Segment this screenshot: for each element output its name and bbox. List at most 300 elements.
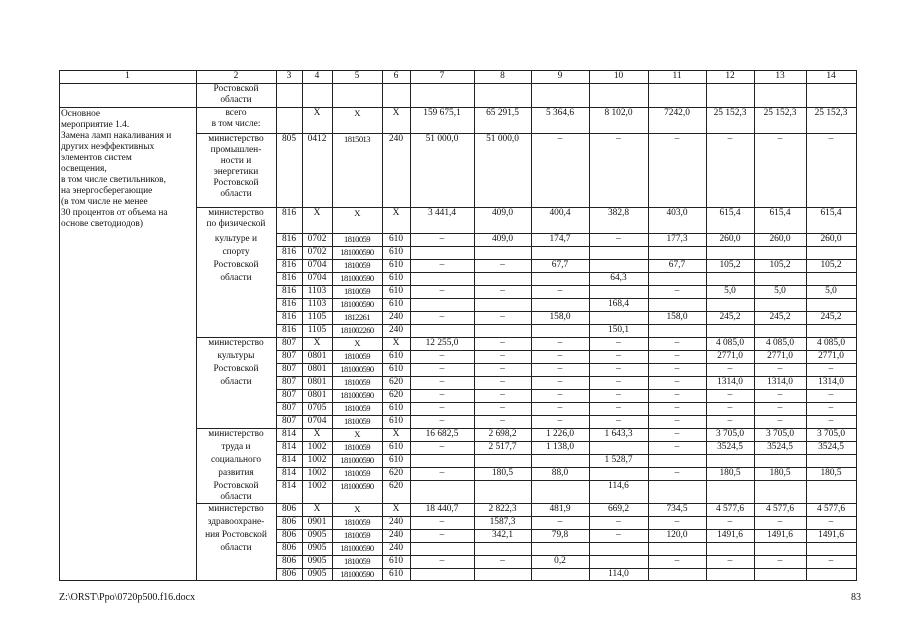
cell-r24-c6: 240 xyxy=(388,517,404,527)
main-activity-line-6: в том числе светильников, xyxy=(61,175,166,185)
cell-r11-c14: 4 085,0 xyxy=(816,338,846,348)
cell-r6-c2: области xyxy=(220,273,252,283)
cell-r15-c11: – xyxy=(674,390,680,400)
cell-r27-c7: – xyxy=(439,556,445,566)
cell-r5-c3: 816 xyxy=(281,260,297,270)
cell-r15-c8: – xyxy=(500,390,505,400)
cell-r23-c11: 734,5 xyxy=(666,504,688,514)
cell-r8-c3: 816 xyxy=(281,299,297,309)
cell-r3-c2: культуре и xyxy=(214,234,258,244)
cell-r9-c6: 240 xyxy=(388,312,404,322)
cell-r16-c8: – xyxy=(500,403,505,413)
cell-r14-c11: – xyxy=(674,377,680,387)
cell-r24-c2: здравоохране- xyxy=(207,517,265,527)
cell-r11-c5: Х xyxy=(354,338,360,348)
cell-r0-c8: 65 291,5 xyxy=(486,108,519,118)
cell-r25-c10: – xyxy=(616,530,621,540)
cell-r6-c4: 0704 xyxy=(307,273,327,283)
cell-r15-c4: 0801 xyxy=(307,390,327,400)
cell-r27-c9: 0,2 xyxy=(554,556,566,566)
cell-r1-c5: 1815013 xyxy=(344,134,370,144)
cell-r8-c4: 1103 xyxy=(307,299,327,309)
cell-r13-c11: – xyxy=(674,364,680,374)
cell-r2-c9: 400,4 xyxy=(549,208,571,218)
cell-r24-c11: – xyxy=(674,517,680,527)
cell-r21-c8: 180,5 xyxy=(491,468,514,478)
cell-r11-c2: министерство xyxy=(208,338,264,348)
cell-r16-c3: 807 xyxy=(281,403,297,413)
cell-r17-c11: – xyxy=(674,416,680,426)
cell-r24-c4: 0901 xyxy=(307,517,327,527)
cell-r19-c14: 3524,5 xyxy=(818,442,844,452)
cell-r17-c6: 610 xyxy=(388,416,404,426)
cell-r3-c6: 610 xyxy=(388,234,404,244)
cell-r24-c8: 1587,3 xyxy=(489,517,516,527)
cell-r6-c5: 181000590 xyxy=(340,273,374,283)
cell-r19-c8: 2 517,7 xyxy=(488,442,517,452)
cell-r3-c10: – xyxy=(616,234,621,244)
cell-r16-c10: – xyxy=(616,403,621,413)
main-activity-line-1: мероприятие 1.4. xyxy=(61,120,130,130)
cell-r12-c2: культуры xyxy=(217,351,255,361)
cell-r15-c6: 620 xyxy=(388,390,404,400)
cell-r3-c3: 816 xyxy=(281,234,297,244)
cell-r9-c9: 158,0 xyxy=(549,312,571,322)
cell-r18-c9: 1 226,0 xyxy=(545,429,575,439)
cell-r12-c4: 0801 xyxy=(307,351,327,361)
cell-r25-c5: 1810059 xyxy=(344,530,370,540)
column-header-2: 2 xyxy=(233,71,239,81)
main-activity-line-4: элементов систем xyxy=(61,153,132,163)
cell-r18-c12: 3 705,0 xyxy=(715,429,745,439)
cell-r6-c10: 64,3 xyxy=(610,273,627,283)
cell-r12-c9: – xyxy=(557,351,563,361)
cell-r1-c9: – xyxy=(557,134,563,144)
cell-r15-c13: – xyxy=(777,390,783,400)
cell-r2-c6: Х xyxy=(392,208,400,218)
cell-r7-c6: 610 xyxy=(388,286,404,296)
cell-r23-c10: 669,2 xyxy=(607,504,630,514)
cell-r14-c3: 807 xyxy=(281,377,297,387)
cell-r18-c11: – xyxy=(674,429,680,439)
cell-r8-c6: 610 xyxy=(388,299,404,309)
cell-r16-c6: 610 xyxy=(388,403,404,413)
cell-r9-c4: 1105 xyxy=(307,312,327,322)
column-header-6: 6 xyxy=(393,71,399,81)
cell-r21-c11: – xyxy=(674,468,680,478)
cell-r28-c3: 806 xyxy=(281,569,297,579)
cell-r19-c11: – xyxy=(674,442,680,452)
cell-r25-c13: 1491,6 xyxy=(767,530,793,540)
cell-r28-c10: 114,0 xyxy=(608,569,629,579)
cell-r12-c10: – xyxy=(616,351,621,361)
cell-r2-c12: 615,4 xyxy=(719,208,741,218)
cell-r11-c12: 4 085,0 xyxy=(715,338,745,348)
cell-r11-c7: 12 255,0 xyxy=(425,338,459,348)
cell-r13-c13: – xyxy=(777,364,783,374)
cell-r23-c5: Х xyxy=(354,504,360,514)
cell-r19-c6: 610 xyxy=(388,442,404,452)
column-header-1: 1 xyxy=(125,71,130,81)
cell-r0-c2: всего в том числе: xyxy=(211,108,261,129)
cell-r1-c4: 0412 xyxy=(307,134,327,144)
cell-r3-c14: 260,0 xyxy=(820,234,842,244)
cell-r18-c4: Х xyxy=(313,429,321,439)
cell-r7-c9: – xyxy=(557,286,563,296)
cell-r13-c8: – xyxy=(500,364,505,374)
cell-r23-c8: 2 822,3 xyxy=(488,504,517,514)
cell-r21-c13: 180,5 xyxy=(769,468,791,478)
cell-r13-c5: 181000590 xyxy=(340,364,374,374)
cell-r17-c10: – xyxy=(616,416,621,426)
cell-r21-c6: 620 xyxy=(388,468,404,478)
column-header-13: 13 xyxy=(775,71,785,81)
page-number: 83 xyxy=(851,592,861,603)
cell-r26-c6: 240 xyxy=(388,543,404,553)
cell-r26-c3: 806 xyxy=(281,543,297,553)
cell-r7-c12: 5,0 xyxy=(724,286,736,296)
cell-r0-c5: Х xyxy=(354,108,360,118)
cell-r7-c13: 5,0 xyxy=(774,286,786,296)
cell-r24-c12: – xyxy=(727,517,733,527)
cell-r11-c13: 4 085,0 xyxy=(765,338,795,348)
cell-r16-c11: – xyxy=(674,403,680,413)
cell-r11-c11: – xyxy=(674,338,680,348)
cell-r21-c14: 180,5 xyxy=(820,468,842,478)
cell-r1-c13: – xyxy=(777,134,783,144)
cell-r5-c5: 1810059 xyxy=(344,260,370,270)
cell-r3-c7: – xyxy=(439,234,445,244)
cell-r0-c14: 25 152,3 xyxy=(814,108,848,118)
column-header-11: 11 xyxy=(672,71,682,81)
cell-r20-c2: социального xyxy=(210,455,262,465)
cell-r10-c10: 150,1 xyxy=(607,325,630,335)
cell-r11-c3: 807 xyxy=(281,338,297,348)
cell-r21-c4: 1002 xyxy=(307,468,327,478)
cell-r15-c9: – xyxy=(557,390,563,400)
cell-r17-c4: 0704 xyxy=(307,416,327,426)
cell-r15-c5: 181000590 xyxy=(340,390,374,400)
cell-r2-c13: 615,4 xyxy=(769,208,791,218)
column-header-10: 10 xyxy=(613,71,624,81)
cell-r1-c6: 240 xyxy=(388,134,404,144)
cell-r15-c7: – xyxy=(439,390,445,400)
cell-r13-c6: 610 xyxy=(388,364,404,374)
cell-r13-c9: – xyxy=(557,364,563,374)
hrule-head-1 xyxy=(59,83,857,84)
cell-r21-c9: 88,0 xyxy=(551,468,569,478)
cell-r2-c8: 409,0 xyxy=(491,208,514,218)
cell-r21-c3: 814 xyxy=(281,468,297,478)
cell-r4-c4: 0702 xyxy=(307,247,327,257)
cell-r18-c5: Х xyxy=(354,429,360,439)
cell-r23-c7: 18 440,7 xyxy=(425,504,459,514)
cell-r2-c10: 382,8 xyxy=(607,208,630,218)
cell-r10-c4: 1105 xyxy=(307,325,327,335)
cell-r22-c4: 1002 xyxy=(307,481,327,491)
intro-cell-region: Ростовской области xyxy=(213,84,259,105)
cell-r23-c12: 4 577,6 xyxy=(715,504,745,514)
main-activity-line-7: на энергосберегающие xyxy=(61,186,153,196)
cell-r17-c5: 1810059 xyxy=(344,416,370,426)
cell-r9-c8: – xyxy=(500,312,505,322)
cell-r14-c12: 1314,0 xyxy=(717,377,743,387)
cell-r26-c5: 181000590 xyxy=(340,543,374,553)
cell-r19-c7: – xyxy=(439,442,445,452)
cell-r7-c8: – xyxy=(500,286,505,296)
cell-r3-c5: 1810059 xyxy=(344,234,370,244)
cell-r0-c6: Х xyxy=(392,108,400,118)
cell-r18-c14: 3 705,0 xyxy=(816,429,846,439)
cell-r22-c5: 181000590 xyxy=(340,481,374,491)
cell-r1-c11: – xyxy=(674,134,680,144)
cell-r1-c10: – xyxy=(616,134,621,144)
cell-r7-c7: – xyxy=(439,286,445,296)
cell-r15-c3: 807 xyxy=(281,390,297,400)
cell-r28-c6: 610 xyxy=(388,569,404,579)
cell-r0-c4: Х xyxy=(313,108,321,118)
cell-r14-c8: – xyxy=(500,377,505,387)
main-activity-line-3: других неэффективных xyxy=(61,142,155,152)
main-activity-line-10: основе светодиодов) xyxy=(61,219,143,229)
cell-r3-c13: 260,0 xyxy=(769,234,791,244)
cell-r27-c8: – xyxy=(500,556,505,566)
cell-r27-c6: 610 xyxy=(388,556,404,566)
cell-r10-c3: 816 xyxy=(281,325,297,335)
cell-r18-c2: министерство xyxy=(208,429,264,439)
cell-r26-c4: 0905 xyxy=(307,543,327,553)
cell-r11-c9: – xyxy=(557,338,563,348)
cell-r0-c9: 5 364,6 xyxy=(545,108,575,118)
vrule-14 xyxy=(856,70,857,581)
cell-r27-c13: – xyxy=(777,556,783,566)
cell-r23-c2: министерство xyxy=(208,504,264,514)
column-header-5: 5 xyxy=(354,71,360,81)
cell-r5-c7: – xyxy=(439,260,445,270)
column-header-8: 8 xyxy=(500,71,505,81)
cell-r4-c2: спорту xyxy=(222,247,250,257)
cell-r2-c4: Х xyxy=(313,208,321,218)
cell-r25-c7: – xyxy=(439,530,445,540)
cell-r7-c5: 1810059 xyxy=(344,286,370,296)
cell-r10-c5: 181002260 xyxy=(340,325,374,335)
cell-r12-c13: 2771,0 xyxy=(767,351,793,361)
cell-r13-c12: – xyxy=(727,364,733,374)
cell-r7-c4: 1103 xyxy=(307,286,327,296)
cell-r12-c8: – xyxy=(500,351,505,361)
main-activity-line-9: 30 процентов от объема на xyxy=(61,208,168,218)
cell-r1-c14: – xyxy=(828,134,834,144)
cell-r5-c12: 105,2 xyxy=(719,260,741,270)
cell-r4-c6: 610 xyxy=(388,247,404,257)
cell-r20-c5: 181000590 xyxy=(340,455,374,465)
cell-r0-c11: 7242,0 xyxy=(664,108,690,118)
cell-r6-c3: 816 xyxy=(281,273,297,283)
column-header-3: 3 xyxy=(286,71,292,81)
cell-r14-c9: – xyxy=(557,377,563,387)
cell-r11-c10: – xyxy=(616,338,621,348)
cell-r16-c13: – xyxy=(777,403,783,413)
cell-r24-c14: – xyxy=(828,517,834,527)
cell-r20-c3: 814 xyxy=(281,455,297,465)
cell-r13-c3: 807 xyxy=(281,364,297,374)
cell-r22-c2: Ростовской области xyxy=(213,481,259,502)
cell-r13-c10: – xyxy=(616,364,621,374)
cell-r18-c10: 1 643,3 xyxy=(604,429,633,439)
cell-r14-c4: 0801 xyxy=(307,377,327,387)
cell-r13-c14: – xyxy=(828,364,834,374)
cell-r28-c5: 181000590 xyxy=(340,569,374,579)
cell-r18-c13: 3 705,0 xyxy=(765,429,795,439)
cell-r21-c2: развития xyxy=(218,468,254,478)
cell-r19-c12: 3524,5 xyxy=(717,442,743,452)
cell-r2-c2: министерство по физической xyxy=(206,208,266,229)
column-header-7: 7 xyxy=(439,71,445,81)
main-activity-line-2: Замена ламп накаливания и xyxy=(61,131,172,141)
main-activity-line-5: освещения, xyxy=(61,164,107,174)
cell-r27-c4: 0905 xyxy=(307,556,327,566)
cell-r16-c7: – xyxy=(439,403,445,413)
cell-r9-c12: 245,2 xyxy=(719,312,741,322)
cell-r6-c6: 610 xyxy=(388,273,404,283)
cell-r18-c7: 16 682,5 xyxy=(425,429,459,439)
cell-r4-c3: 816 xyxy=(281,247,297,257)
cell-r19-c5: 1810059 xyxy=(344,442,370,452)
cell-r27-c11: – xyxy=(674,556,680,566)
main-activity-line-8: (в том числе не менее xyxy=(61,197,148,207)
cell-r27-c14: – xyxy=(828,556,834,566)
cell-r10-c6: 240 xyxy=(388,325,404,335)
cell-r17-c14: – xyxy=(828,416,834,426)
cell-r14-c2: области xyxy=(220,377,252,387)
cell-r9-c14: 245,2 xyxy=(820,312,842,322)
cell-r12-c5: 1810059 xyxy=(344,351,370,361)
cell-r15-c14: – xyxy=(828,390,834,400)
cell-r9-c13: 245,2 xyxy=(769,312,791,322)
cell-r19-c2: труда и xyxy=(221,442,251,452)
cell-r16-c14: – xyxy=(828,403,834,413)
cell-r9-c5: 1812261 xyxy=(344,312,370,322)
cell-r0-c7: 159 675,1 xyxy=(423,108,461,118)
cell-r18-c6: Х xyxy=(392,429,400,439)
cell-r23-c9: 481,9 xyxy=(549,504,571,514)
cell-r21-c5: 1810059 xyxy=(344,468,370,478)
cell-r3-c11: 177,3 xyxy=(666,234,688,244)
cell-r0-c13: 25 152,3 xyxy=(763,108,797,118)
cell-r0-c12: 25 152,3 xyxy=(713,108,747,118)
cell-r28-c4: 0905 xyxy=(307,569,327,579)
cell-r20-c10: 1 528,7 xyxy=(604,455,633,465)
cell-r14-c13: 1314,0 xyxy=(767,377,793,387)
cell-r25-c12: 1491,6 xyxy=(717,530,743,540)
cell-r3-c9: 174,7 xyxy=(549,234,571,244)
cell-r13-c7: – xyxy=(439,364,445,374)
cell-r3-c12: 260,0 xyxy=(719,234,741,244)
cell-r5-c2: Ростовской xyxy=(213,260,259,270)
cell-r15-c12: – xyxy=(727,390,733,400)
cell-r1-c12: – xyxy=(727,134,733,144)
cell-r2-c11: 403,0 xyxy=(666,208,688,218)
cell-r19-c4: 1002 xyxy=(307,442,327,452)
cell-r25-c11: 120,0 xyxy=(666,530,688,540)
cell-r25-c6: 240 xyxy=(388,530,404,540)
cell-r14-c7: – xyxy=(439,377,445,387)
cell-r5-c9: 67,7 xyxy=(551,260,569,270)
cell-r2-c14: 615,4 xyxy=(820,208,842,218)
cell-r27-c3: 806 xyxy=(281,556,297,566)
cell-r19-c3: 814 xyxy=(281,442,297,452)
cell-r19-c9: 1 138,0 xyxy=(545,442,575,452)
cell-r7-c3: 816 xyxy=(281,286,297,296)
cell-r2-c7: 3 441,4 xyxy=(427,208,457,218)
cell-r7-c11: – xyxy=(674,286,680,296)
cell-r25-c4: 0905 xyxy=(307,530,327,540)
cell-r23-c14: 4 577,6 xyxy=(816,504,846,514)
cell-r23-c6: Х xyxy=(392,504,400,514)
cell-r5-c8: – xyxy=(500,260,505,270)
cell-r17-c13: – xyxy=(777,416,783,426)
cell-r27-c12: – xyxy=(727,556,733,566)
cell-r20-c4: 1002 xyxy=(307,455,327,465)
cell-r26-c2: области xyxy=(220,543,252,553)
cell-r4-c5: 181000590 xyxy=(340,247,374,257)
cell-r22-c3: 814 xyxy=(281,481,297,491)
cell-r24-c10: – xyxy=(616,517,621,527)
cell-r12-c3: 807 xyxy=(281,351,297,361)
cell-r14-c14: 1314,0 xyxy=(818,377,844,387)
cell-r17-c9: – xyxy=(557,416,563,426)
cell-r23-c3: 806 xyxy=(281,504,297,514)
cell-r1-c2: министерство промышлен- ности и энергетики Ростовской области xyxy=(208,134,264,199)
cell-r13-c2: Ростовской xyxy=(213,364,259,374)
cell-r8-c5: 181000590 xyxy=(340,299,374,309)
cell-r24-c3: 806 xyxy=(281,517,297,527)
cell-r8-c10: 168,4 xyxy=(607,299,630,309)
main-activity-line-0: Основное xyxy=(61,109,101,119)
cell-r5-c4: 0704 xyxy=(307,260,327,270)
file-path: Z:\ORST\Ppo\0720p500.f16.docx xyxy=(59,592,196,603)
cell-r12-c12: 2771,0 xyxy=(717,351,743,361)
vrule-0 xyxy=(59,70,60,581)
cell-r17-c8: – xyxy=(500,416,505,426)
cell-r5-c11: 67,7 xyxy=(668,260,686,270)
cell-r18-c3: 814 xyxy=(281,429,297,439)
cell-r27-c5: 1810059 xyxy=(344,556,370,566)
cell-r11-c6: Х xyxy=(392,338,400,348)
cell-r17-c12: – xyxy=(727,416,733,426)
column-header-4: 4 xyxy=(314,71,320,81)
cell-r9-c11: 158,0 xyxy=(666,312,688,322)
cell-r14-c10: – xyxy=(616,377,621,387)
cell-r5-c13: 105,2 xyxy=(769,260,791,270)
cell-r7-c14: 5,0 xyxy=(825,286,837,296)
cell-r9-c3: 816 xyxy=(281,312,297,322)
cell-r16-c5: 1810059 xyxy=(344,403,370,413)
cell-r12-c6: 610 xyxy=(388,351,404,361)
cell-r12-c11: – xyxy=(674,351,680,361)
cell-r25-c3: 806 xyxy=(281,530,297,540)
cell-r25-c8: 342,1 xyxy=(491,530,514,540)
cell-r24-c5: 1810059 xyxy=(344,517,370,527)
cell-r0-c10: 8 102,0 xyxy=(604,108,633,118)
cell-r21-c12: 180,5 xyxy=(719,468,741,478)
column-header-14: 14 xyxy=(826,71,836,81)
cell-r24-c7: – xyxy=(439,517,445,527)
cell-r23-c4: Х xyxy=(313,504,321,514)
cell-r23-c13: 4 577,6 xyxy=(765,504,795,514)
cell-r9-c7: – xyxy=(439,312,445,322)
cell-r5-c14: 105,2 xyxy=(820,260,842,270)
